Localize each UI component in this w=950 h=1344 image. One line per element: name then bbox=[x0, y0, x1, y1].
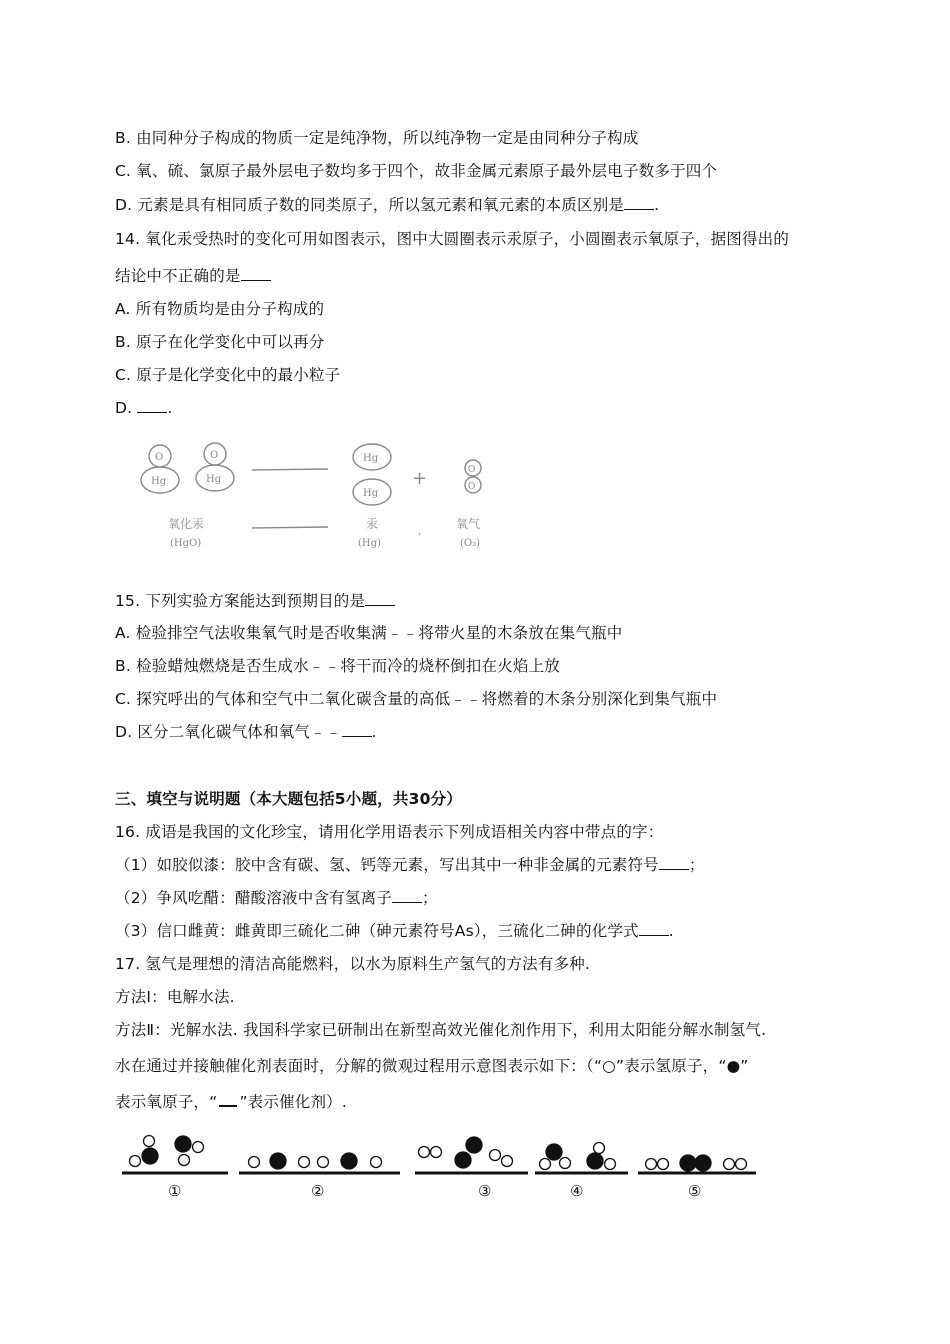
separator-comma: , bbox=[418, 526, 422, 537]
q16-part-3: （3）信口雌黄：雌黄即三硫化二砷（砷元素符号As），三硫化二砷的化学式 . bbox=[115, 922, 674, 940]
q14-option-c: C. 原子是化学变化中的最小粒子 bbox=[115, 366, 341, 384]
q16-stem: 16. 成语是我国的文化珍宝，请用化学用语表示下列成语相关内容中带点的字： bbox=[115, 823, 664, 841]
mercury-atom-label: Hg bbox=[151, 476, 167, 487]
step-label: ③ bbox=[478, 1182, 492, 1200]
q14-option-b: B. 原子在化学变化中可以再分 bbox=[115, 333, 325, 351]
answer-blank[interactable] bbox=[659, 855, 689, 870]
hg-formula-label: (Hg) bbox=[358, 538, 381, 549]
mercury-atom-label: Hg bbox=[363, 488, 379, 499]
step-label: ① bbox=[168, 1182, 182, 1200]
q15-stem: 15. 下列实验方案能达到预期目的是 bbox=[115, 590, 395, 612]
q15-option-d: D. 区分二氧化碳气体和氧气﹣﹣ . bbox=[115, 723, 377, 741]
catalyst-symbol bbox=[219, 1092, 237, 1107]
q15-option-a: A. 检验排空气法收集氧气时是否收集满﹣﹣将带火星的木条放在集气瓶中 bbox=[115, 624, 623, 642]
q17-method-1: 方法Ⅰ：电解水法. bbox=[115, 988, 235, 1006]
q14-stem-cont: 结论中不正确的是 bbox=[115, 265, 271, 287]
hgo-decomposition-figure bbox=[130, 432, 500, 561]
water-splitting-figure bbox=[118, 1130, 768, 1204]
q13-option-d: D. 元素是具有相同质子数的同类原子，所以氢元素和氧元素的本质区别是 . bbox=[115, 196, 660, 214]
oxygen-atom-label: O bbox=[210, 450, 219, 461]
q13-option-c: C. 氧、硫、氯原子最外层电子数均多于四个，故非金属元素原子最外层电子数多于四个 bbox=[115, 162, 718, 180]
q17-legend-line: 表示氧原子，“ ”表示催化剂）. bbox=[115, 1093, 347, 1111]
q14-option-d: D. . bbox=[115, 399, 173, 417]
step-label: ⑤ bbox=[688, 1182, 702, 1200]
answer-blank[interactable] bbox=[392, 888, 422, 903]
answer-blank[interactable] bbox=[624, 195, 654, 210]
q17-method-2-cont: 水在通过并接触催化剂表面时，分解的微观过程用示意图表示如下：（“○”表示氢原子，“●” bbox=[115, 1057, 749, 1075]
answer-blank[interactable] bbox=[137, 398, 167, 413]
hgo-name-label: 氧化汞 bbox=[168, 517, 205, 531]
o2-name-label: 氧气 bbox=[456, 517, 481, 531]
mercury-atom-label: Hg bbox=[206, 474, 222, 485]
q16-part-1: （1）如胶似漆：胶中含有碳、氢、钙等元素，写出其中一种非金属的元素符号 ； bbox=[115, 856, 705, 874]
oxygen-atom-label: O bbox=[468, 465, 476, 475]
answer-blank[interactable] bbox=[365, 591, 395, 606]
answer-blank[interactable] bbox=[639, 921, 669, 936]
q15-option-c: C. 探究呼出的气体和空气中二氧化碳含量的高低﹣﹣将燃着的木条分别深化到集气瓶中 bbox=[115, 690, 718, 708]
mercury-atom-label: Hg bbox=[363, 453, 379, 464]
hgo-formula-label: (HgO) bbox=[170, 538, 202, 549]
answer-blank[interactable] bbox=[342, 722, 372, 737]
o2-formula-label: (O₂) bbox=[460, 538, 481, 549]
q15-option-b: B. 检验蜡烛燃烧是否生成水﹣﹣将干而冷的烧杯倒扣在火焰上放 bbox=[115, 657, 560, 675]
q17-method-2: 方法Ⅱ：光解水法. 我国科学家已研制出在新型高效光催化剂作用下，利用太阳能分解水制氢气. bbox=[115, 1021, 767, 1039]
step-label: ② bbox=[311, 1182, 325, 1200]
oxygen-atom-label: O bbox=[155, 452, 164, 463]
answer-blank[interactable] bbox=[241, 266, 271, 281]
q14-option-a: A. 所有物质均是由分子构成的 bbox=[115, 300, 325, 318]
plus-sign: + bbox=[412, 468, 428, 489]
q14-stem: 14. 氧化汞受热时的变化可用如图表示，图中大圆圈表示汞原子，小圆圈表示氧原子，据图得出的 bbox=[115, 230, 790, 248]
oxygen-atom-label: O bbox=[468, 482, 476, 492]
hg-name-label: 汞 bbox=[366, 517, 379, 531]
step-label: ④ bbox=[570, 1182, 584, 1200]
q17-stem: 17. 氢气是理想的清洁高能燃料，以水为原料生产氢气的方法有多种. bbox=[115, 955, 591, 973]
section-heading: 三、填空与说明题（本大题包括5小题，共30分） bbox=[115, 790, 462, 808]
q16-part-2: （2）争风吃醋：醋酸溶液中含有氢离子 ； bbox=[115, 889, 438, 907]
q13-option-b: B. 由同种分子构成的物质一定是纯净物，所以纯净物一定是由同种分子构成 bbox=[115, 129, 639, 147]
